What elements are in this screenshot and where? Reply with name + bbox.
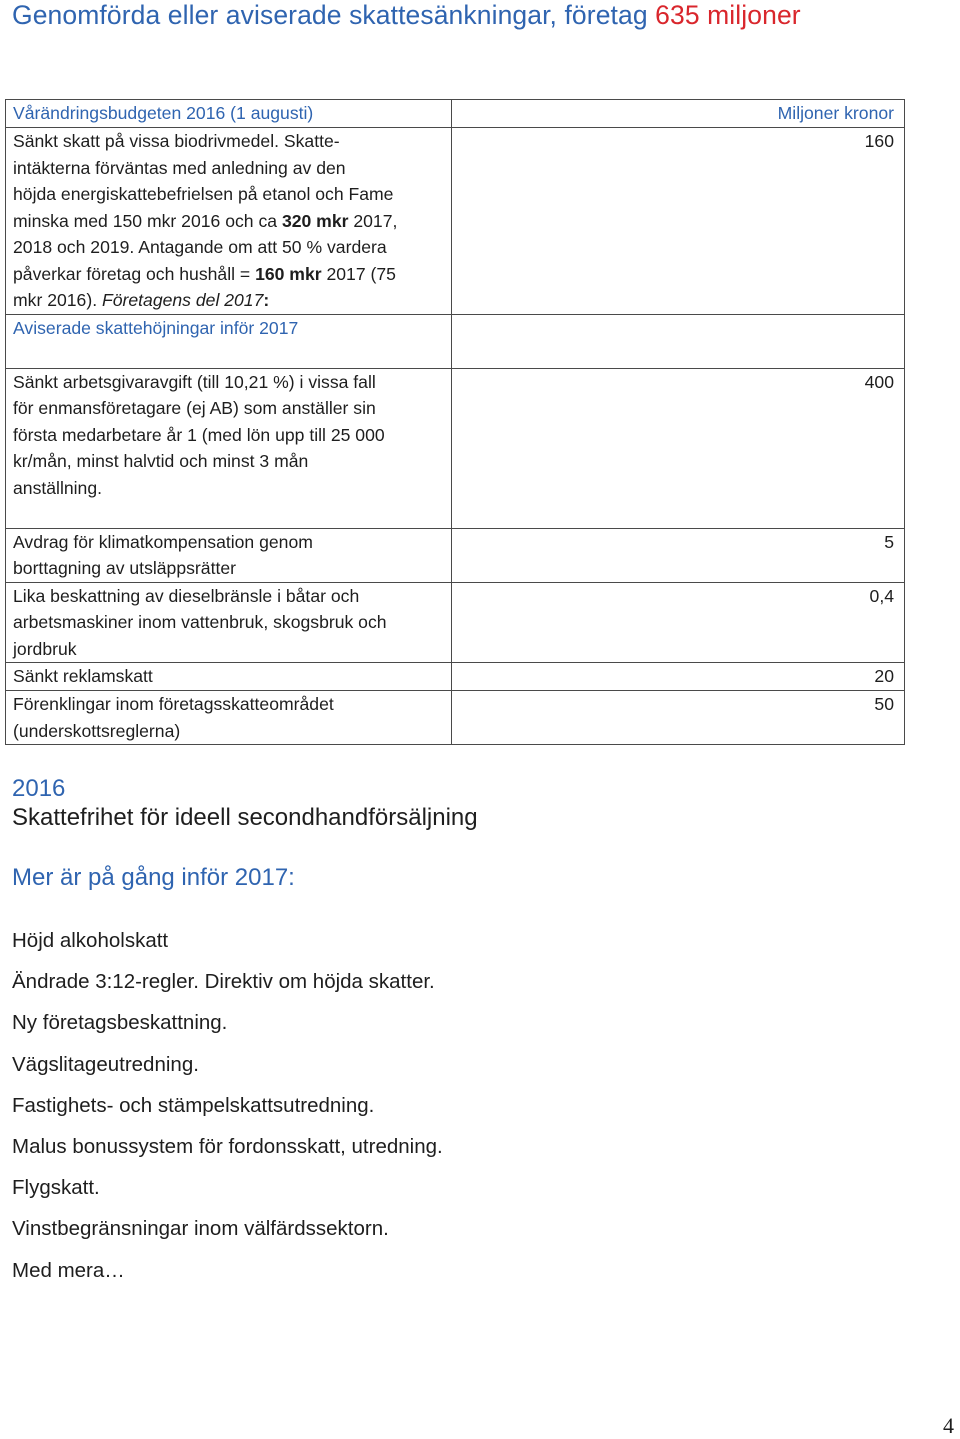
row-line: : xyxy=(263,290,270,310)
row-line: Avdrag för klimatkompensation genom xyxy=(13,531,313,552)
row-line: påverkar företag och hushåll = xyxy=(13,263,256,284)
page-number: 4 xyxy=(943,1413,954,1438)
secondhand-heading: Skattefrihet för ideell secondhandförsäljning xyxy=(12,804,478,831)
row-line: första medarbetare år 1 (med lön upp till 25 000 xyxy=(13,424,385,445)
row-line: 2018 och 2019. Antagande om att 50 % vardera xyxy=(13,237,387,257)
row-description xyxy=(6,691,452,745)
row-line: 2017, xyxy=(348,210,398,231)
table-row xyxy=(6,528,905,582)
row-value: 20 xyxy=(452,663,905,691)
row-line: borttagning av utsläppsrätter xyxy=(13,558,236,578)
row-line: kr/mån, minst halvtid och minst 3 mån xyxy=(13,451,309,471)
table-row xyxy=(6,368,905,528)
table-header-left: Vårändringsbudgeten 2016 (1 augusti) xyxy=(6,100,452,128)
section-row xyxy=(6,314,905,368)
section-empty-cell xyxy=(452,314,905,368)
table-header-row xyxy=(6,100,905,128)
row-description xyxy=(6,128,452,315)
row-line: anställning. xyxy=(13,477,103,498)
row-value: 160 xyxy=(452,128,905,315)
row-line: arbetsmaskiner inom vattenbruk, skogsbruk och xyxy=(13,612,387,632)
row-line: jordbruk xyxy=(13,638,77,659)
table-row xyxy=(6,582,905,663)
bold-amount: 320 mkr xyxy=(281,210,349,231)
row-value: 5 xyxy=(452,528,905,582)
section-heading: Aviserade skattehöjningar inför 2017 xyxy=(6,314,452,368)
row-line: Förenklingar inom företagsskatteområdet xyxy=(13,694,334,714)
upcoming-list xyxy=(12,926,443,1297)
page-title xyxy=(12,0,801,31)
row-line: Sänkt skatt på vissa biodrivmedel. Skatte- xyxy=(13,131,340,151)
list-item: Malus bonussystem för fordonsskatt, utredning. xyxy=(12,1134,443,1158)
row-line: för enmansföretagare (ej AB) som anställer sin xyxy=(13,398,376,418)
bold-amount: 160 mkr xyxy=(255,263,322,284)
row-line: mkr 2016). xyxy=(13,290,102,310)
row-description: Sänkt reklamskatt xyxy=(6,663,452,691)
table-header-right: Miljoner kronor xyxy=(452,100,905,128)
row-line: Sänkt arbetsgivaravgift (till 10,21 %) i vissa fall xyxy=(13,371,376,392)
list-item: Höjd alkoholskatt xyxy=(12,929,169,952)
row-line: minska med 150 mkr 2016 och ca xyxy=(13,210,282,231)
row-line: intäkterna förväntas med anledning av den xyxy=(13,157,346,178)
row-line: höjda energiskattebefrielsen på etanol och Fame xyxy=(13,184,394,204)
tax-cuts-table xyxy=(5,99,905,745)
title-text: Genomförda eller aviserade skattesänkningar, företag xyxy=(12,0,648,30)
list-item: Ny företagsbeskattning. xyxy=(12,1011,228,1035)
list-item: Vinstbegränsningar inom välfärdssektorn. xyxy=(12,1217,389,1241)
list-item: Ändrade 3:12-regler. Direktiv om höjda skatter. xyxy=(12,970,435,994)
title-amount: 635 miljoner xyxy=(655,0,801,30)
row-line: Lika beskattning av dieselbränsle i båtar och xyxy=(13,585,360,606)
italic-note: Företagens del 2017 xyxy=(101,290,264,310)
year-heading: 2016 xyxy=(12,775,66,802)
table-row xyxy=(6,128,905,315)
row-description xyxy=(6,582,452,663)
list-item: Flygskatt. xyxy=(12,1176,100,1200)
list-item: Fastighets- och stämpelskattsutredning. xyxy=(12,1093,375,1117)
table-row xyxy=(6,663,905,691)
row-description xyxy=(6,368,452,528)
row-description xyxy=(6,528,452,582)
row-line: (underskottsreglerna) xyxy=(13,720,181,741)
row-value: 50 xyxy=(452,691,905,745)
list-item: Vägslitageutredning. xyxy=(12,1052,199,1076)
list-item: Med mera… xyxy=(12,1258,125,1282)
row-value: 0,4 xyxy=(452,582,905,663)
upcoming-heading: Mer är på gång inför 2017: xyxy=(12,864,295,891)
table-row xyxy=(6,691,905,745)
row-value: 400 xyxy=(452,368,905,528)
row-line: 2017 (75 xyxy=(321,263,396,284)
